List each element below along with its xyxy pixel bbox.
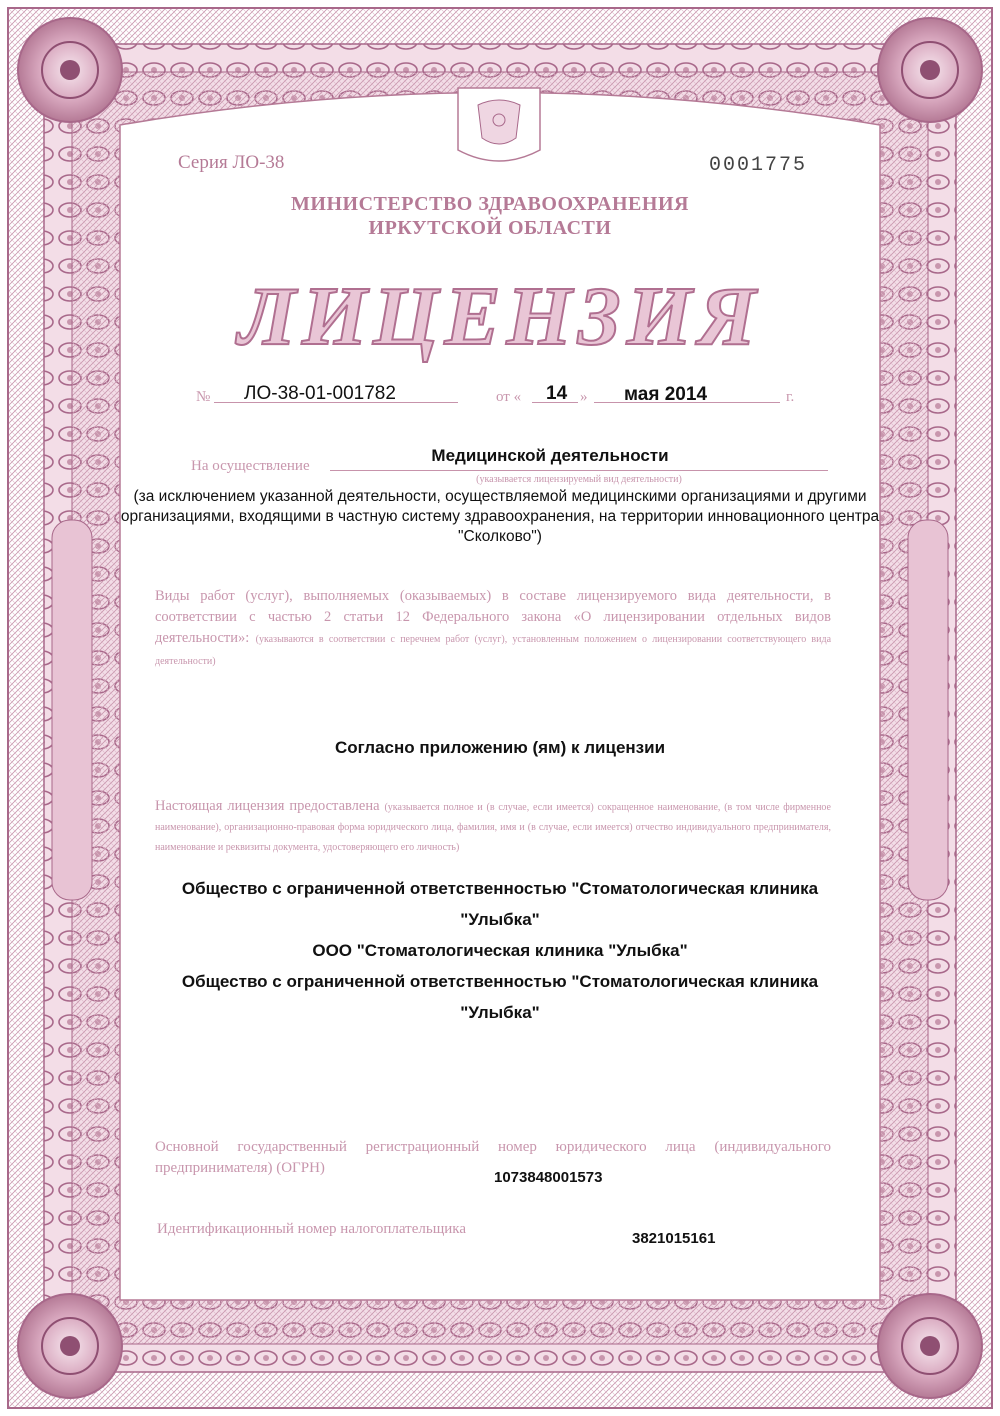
coat-of-arms-icon	[458, 88, 540, 161]
holder-line: Общество с ограниченной ответственностью "Стоматологическая клиника	[181, 972, 819, 991]
granted-label: Настоящая лицензия предоставлена	[155, 798, 380, 814]
license-holder	[120, 873, 880, 1028]
works-value: Согласно приложению (ям) к лицензии	[334, 738, 666, 757]
holder-line: "Улыбка"	[460, 1003, 540, 1022]
works-text	[155, 586, 831, 672]
corner-rosette-icon	[878, 1294, 982, 1398]
works-description: Виды работ (услуг), выполняемых (оказываемых) в составе лицензируемого вида деятельности, в соответствии с частью 2 статьи 12 Федерального закона «О лицензировании отдельных видов деятельности»:	[155, 588, 831, 646]
activity-value: Медицинской деятельности	[431, 446, 669, 465]
activity-label: На осуществление	[191, 458, 310, 474]
corner-rosette-icon	[18, 1294, 122, 1398]
document-title: ЛИЦЕНЗИЯ	[238, 270, 762, 363]
ogrn-value: 1073848001573	[494, 1169, 603, 1186]
corner-rosette-icon	[878, 18, 982, 122]
day-close-quote: »	[580, 389, 588, 405]
license-day: 14	[546, 383, 568, 404]
corner-rosette-icon	[18, 18, 122, 122]
serial-number: 0001775	[709, 154, 808, 177]
date-from-label: от «	[496, 389, 522, 405]
license-month-year: мая 2014	[624, 384, 708, 405]
holder-line: "Улыбка"	[460, 910, 540, 929]
activity-hint: (указывается лицензируемый вид деятельности)	[476, 474, 682, 485]
holder-line: ООО "Стоматологическая клиника "Улыбка"	[312, 941, 688, 960]
holder-line: Общество с ограниченной ответственностью "Стоматологическая клиника	[181, 879, 819, 898]
inn-label: Идентификационный номер налогоплательщика	[157, 1221, 467, 1237]
activity-exclusion: (за исключением указанной деятельности, осуществляемой медицинскими организациями и другими организациями, входящими в частную систему здравоохранения, на территории инновационного центра "Сколково")	[120, 488, 880, 545]
ministry-line-2: ИРКУТСКОЙ ОБЛАСТИ	[368, 217, 612, 239]
series-label: Серия ЛО-38	[178, 152, 285, 173]
ministry-name	[240, 192, 740, 240]
ministry-line-1: МИНИСТЕРСТВО ЗДРАВООХРАНЕНИЯ	[291, 193, 689, 215]
inn-value: 3821015161	[632, 1230, 716, 1247]
granted-text	[155, 797, 831, 857]
license-number: ЛО-38-01-001782	[244, 383, 396, 404]
number-label: №	[196, 389, 211, 405]
granted-hint: (указывается полное и (в случае, если имеется) сокращенное наименование, (в том числе фирменное наименование), организационно-правовая форма юридического лица, фамилия, имя и (в случае, если имеется) отчество индивидуального предпринимателя, наименование и реквизиты документа, удостоверяющего его личность)	[155, 802, 831, 853]
works-hint: (указываются в соответствии с перечнем работ (услуг), установленным положением о лицензировании соответствующего вида деятельности)	[155, 634, 832, 667]
year-suffix: г.	[786, 389, 795, 405]
ogrn-label: Основной государственный регистрационный номер юридического лица (индивидуального предпринимателя) (ОГРН)	[155, 1139, 831, 1176]
